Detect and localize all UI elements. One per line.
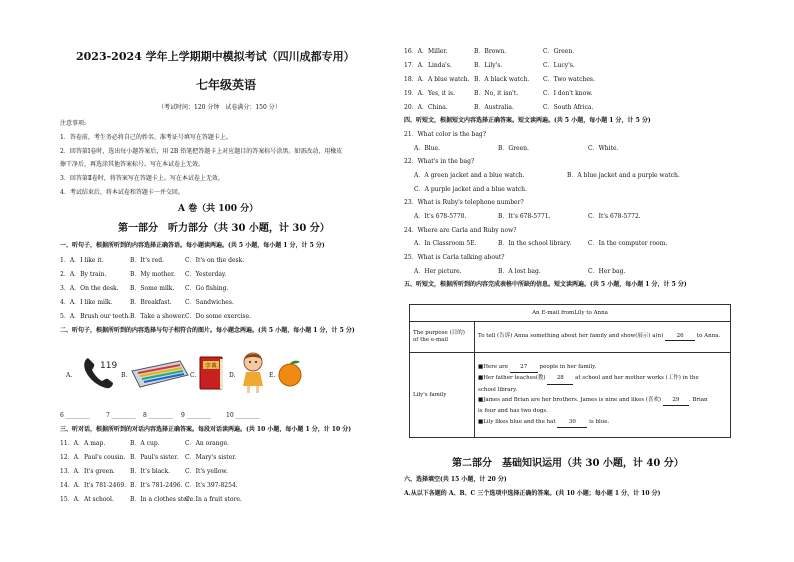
family-label: Lily's family [410,353,475,438]
question-option-a: 18．A．A blue watch. [404,76,470,83]
question-option-b: B．It's 781-2496. [130,482,183,489]
note-item: 1．答卷前，考生务必将自己的姓名、准考证号填写在答题卡上。 [60,134,232,141]
note-item: 3．回答第Ⅱ卷时，将答案写在答题卡上。写在本试卷上无效。 [60,175,224,182]
email-info-table [409,304,731,438]
question-option-b: B．Brown. [474,48,507,55]
pic-label-a: A. [66,372,73,379]
bullet-text: ■Lily likes blue and the hat [478,418,556,425]
table-row [410,322,731,353]
question-option-a: 15．A．At school. [60,496,114,503]
question-stem: 25．What is Carla talking about? [404,254,505,261]
question-option-c: C．Two watches. [543,76,595,83]
question-option-c: C．It's 397-8254. [185,482,238,489]
section5-instruction: 五、听短文，根据所听到的内容完成表格中所缺的信息。短文读两遍。(共 5 小题，每小题 1 分，计 5 分) [404,281,687,288]
question-option-a: 17．A．Linda's. [404,62,452,69]
section2-instruction: 二、听句子，根据所听到的内容选择与句子相符合的图片。每小题念两遍。(共 5 小题，每小题 1 分，计 5 分) [60,327,355,334]
question-option-a: A．In Classroom 5E. [414,240,477,247]
girl-icon [238,350,268,394]
question-option-b: B．Take a shower. [130,313,186,320]
answer-blank: 10 ________ [226,412,260,419]
question-option-c: C．A purple jacket and a blue watch. [414,186,527,193]
question-option-a: 1．A．I like it. [60,257,104,264]
answer-blank: 8 ________ [143,412,173,419]
question-option-b: B．Australia. [474,104,514,111]
answer-blank: 7 ________ [106,412,136,419]
purpose-label: The purpose (目的) of the e-mail [410,322,475,353]
question-option-a: A．It's 678-5770. [414,213,467,220]
section3-instruction: 三、听对话，根据所听到的对话内容选择正确答案。每段对话读两遍。(共 10 小题，每小题 1 分，计 10 分) [60,426,352,433]
blank-30[interactable]: 30 [557,417,587,428]
purpose-cell [475,322,731,353]
bullet-text: ■Her father teaches(教) [478,375,546,382]
notes-heading: 注意事项: [60,120,87,127]
answer-blank: 9 ________ [181,412,211,419]
question-option-c: C．I don't know. [543,90,593,97]
note-item: 擦干净后，再选涂其他答案标号。写在本试卷上无效。 [60,161,205,168]
dictionary-icon [198,355,226,391]
question-option-b: B．A cup. [130,440,160,447]
section4-instruction: 四、听短文，根据短文内容选择正确答案。短文读两遍。(共 5 小题，每小题 1 分，计 5 分) [404,117,651,124]
question-option-a: A．Blue. [414,145,440,152]
note-item: 4．考试结束后，将本试卷和答题卡一并交回。 [60,189,184,196]
question-option-a: A．A green jacket and a blue watch. [414,172,525,179]
question-option-c: C．Green. [543,48,575,55]
question-option-a: A．Her picture. [414,268,462,275]
purpose-text-end: to Anna. [696,333,721,340]
phone-number: 119 [100,361,118,371]
question-option-a: 5．A．Brush our teeth. [60,313,131,320]
family-cell [475,353,731,438]
question-stem: 23．What is Ruby's telephone number? [404,199,524,206]
dictionary-label: 字典 [205,363,218,370]
bullet-text: is four and has two dogs. [478,408,548,415]
question-option-c: C．In a fruit store. [185,496,242,503]
pic-label-c: C. [190,372,197,379]
exam-title: 2023-2024 学年上学期期中模拟考试（四川成都专用） [76,50,355,63]
pic-label-e: E. [269,372,276,379]
question-option-b: B．Some milk. [130,285,175,292]
note-item: 2．回答第Ⅰ卷时，选出每小题答案后，用 2B 铅笔把答题卡上对应题目的答案标号涂黑。如需改动，用橡皮 [60,148,343,155]
part1-title: 第一部分 听力部分（共 30 小题，计 30 分） [118,223,330,234]
question-option-b: B．A lost bag. [498,268,541,275]
question-option-b: B．It's black. [130,468,171,475]
question-option-c: C．White. [588,145,619,152]
question-option-b: B．A blue jacket and a purple watch. [567,172,680,179]
question-option-b: B．No, it isn't. [474,90,519,97]
question-option-c: C．Go fishing. [185,285,229,292]
question-option-a: 16．A．Miller. [404,48,448,55]
blank-26[interactable]: 26 [665,333,695,341]
bullet-text: . Brian [688,397,708,403]
pic-label-d: D. [229,372,236,379]
subject-title: 七年级英语 [196,78,257,92]
table-title: An E-mail fromLily to Anna [410,305,731,322]
blank-29[interactable]: 29 [663,395,689,406]
bullet-text: people in her family. [539,363,597,370]
question-option-b: B．A black watch. [474,76,530,83]
question-option-b: B．It's 678-5771. [498,213,551,220]
question-option-b: B．Lily's. [474,62,503,69]
question-option-b: B．In the school library. [498,240,572,247]
table-row [410,353,731,438]
purpose-text: To tell (告诉) Anna something about her family and show(展示) a(n) [478,333,664,340]
question-option-b: B．Breakfast. [130,299,172,306]
question-option-a: 12．A．Paul's cousin. [60,454,126,461]
question-option-c: C．Mary's sister. [185,454,237,461]
question-option-a: 11．A．A map. [60,440,106,447]
question-option-a: 13．A．It's green. [60,468,115,475]
section6-sub: A.从以下各题的 A、B、C 三个选项中选择正确的答案。(共 10 小题；每小题 1 分，计 10 分) [404,490,661,497]
question-stem: 22．What's in the bag? [404,158,475,165]
bullet-text: is blue. [589,418,610,425]
question-option-a: 2．A．By train. [60,271,107,278]
question-option-c: C．Sandwiches. [185,299,234,306]
question-option-a: 19．A．Yes, it is. [404,90,455,97]
question-option-c: C．Yesterday. [185,271,227,278]
question-option-c: C．In the computer room. [588,240,668,247]
answer-blank: 6 ________ [60,412,90,419]
section6-heading: 六、选择填空(共 15 小题，计 20 分) [404,476,507,483]
phone-119-icon [80,352,120,392]
blank-28[interactable]: 28 [547,373,573,384]
question-stem: 24．Where are Carla and Ruby now? [404,227,517,234]
bullet-text: ■Here are [478,363,509,370]
question-option-b: B．It's red. [130,257,164,264]
pencil-case-icon [128,357,190,391]
bullet-text: at school and her mother works (工作) in the [575,375,699,382]
question-option-b: B．Green. [498,145,529,152]
volume-a-title: A 卷（共 100 分） [178,204,259,214]
question-option-c: C．South Africa. [543,104,594,111]
question-option-a: 20．A．China. [404,104,448,111]
question-option-b: B．Paul's sister. [130,454,179,461]
question-option-c: C．It's yellow. [185,468,228,475]
question-option-b: B．In a clothes store. [130,496,196,503]
question-option-c: C．Do some exercise. [185,313,251,320]
exam-info: （考试时间：120 分钟 试卷满分：150 分） [158,104,281,111]
question-option-b: B．My mother. [130,271,176,278]
question-option-c: C．It's on the desk. [185,257,245,264]
question-option-a: 14．A．It's 781-2469. [60,482,127,489]
table-row [410,305,731,322]
blank-27[interactable]: 27 [510,362,538,373]
bullet-text: ■James and Brian are her brothers. James is nine and likes (喜欢) [478,397,662,403]
orange-icon [276,358,304,388]
question-option-a: 4．A．I like milk. [60,299,113,306]
question-stem: 21．What color is the bag? [404,131,486,138]
question-option-a: 3．A．On the desk. [60,285,119,292]
question-option-c: C．It's 678-5772. [588,213,641,220]
question-option-c: C．Lucy's. [543,62,575,69]
part2-title: 第二部分 基础知识运用（共 30 小题，计 40 分） [452,458,684,469]
question-option-c: C．An orange. [185,440,229,447]
bullet-text: school library. [478,386,518,393]
section1-instruction: 一、听句子，根据所听到的内容选择正确答语。每小题读两遍。(共 5 小题，每小题 1 分，计 5 分) [60,242,325,249]
pic-label-b: B. [121,372,128,379]
question-option-c: C．Her bag. [588,268,626,275]
